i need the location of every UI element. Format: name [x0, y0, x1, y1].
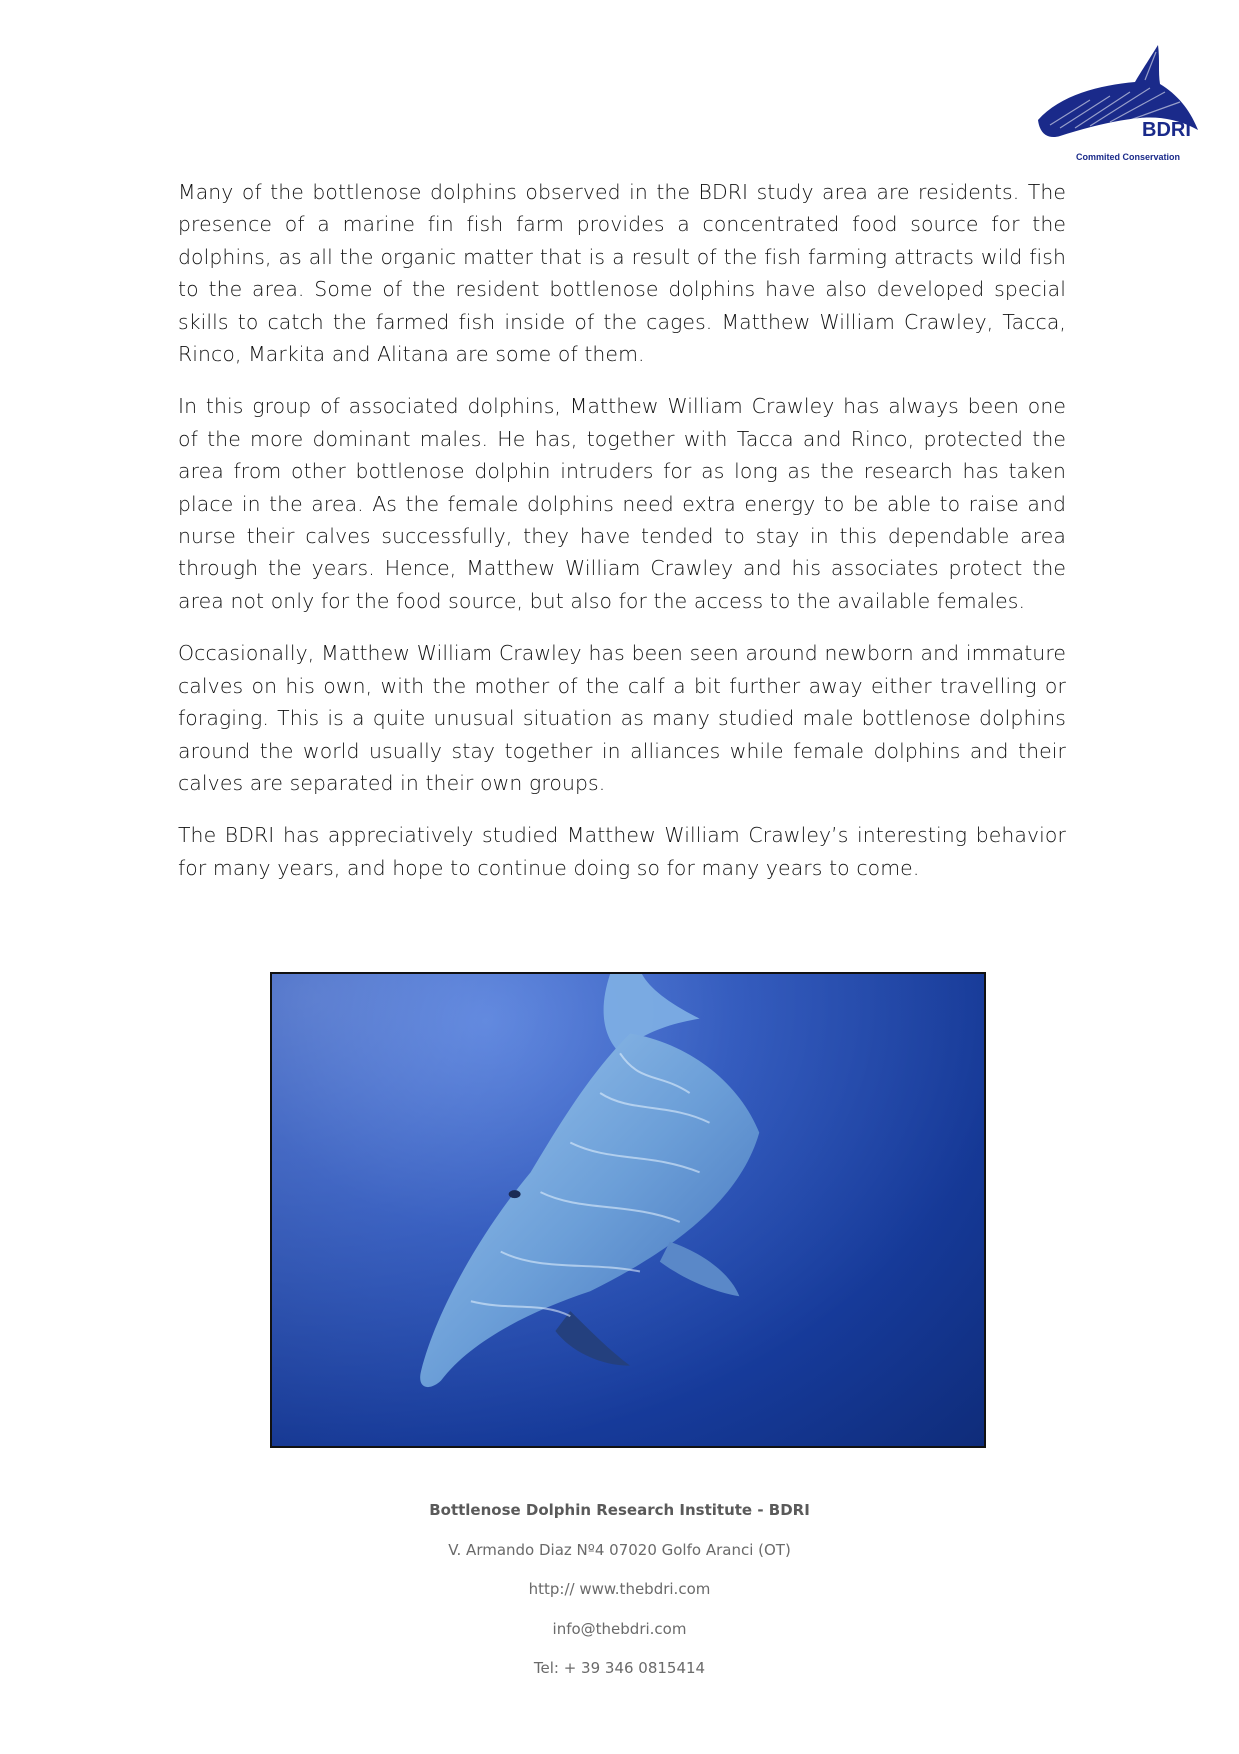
paragraph-1: Many of the bottlenose dolphins observed in the BDRI study area are residents. The presence of a marine fin fish farm provides a concentrated food source for the dolphins, as all the organic matter that is a result of the fish farming attracts wild fish to the area. Some of the resident bottlenose dolphins have also developed special skills to catch the farmed fish inside of the cages. Matthew William Crawley, Tacca, Rinco, Markita and Alitana are some of them.: [178, 180, 1066, 367]
article-body: [178, 176, 1066, 904]
logo-tagline: Commited Conservation: [1075, 152, 1180, 162]
paragraph-3: Occasionally, Matthew William Crawley has been seen around newborn and immature calves on his own, with the mother of the calf a bit further away either travelling or foraging. This is a quite unusual situation as many studied male bottlenose dolphins around the world usually stay together in alliances while female dolphins and their calves are separated in their own groups.: [178, 641, 1066, 795]
dolphin-logo-icon: [1030, 40, 1210, 170]
dolphin-image-icon: [272, 974, 984, 1446]
footer-org: Bottlenose Dolphin Research Institute - BDRI: [429, 1501, 810, 1519]
bdri-logo: [1030, 40, 1210, 170]
page-footer: [0, 1500, 1239, 1698]
footer-phone: Tel: + 39 346 0815414: [533, 1659, 706, 1677]
footer-address: V. Armando Diaz Nº4 07020 Golfo Aranci (OT): [448, 1540, 791, 1559]
paragraph-4: The BDRI has appreciatively studied Matthew William Crawley’s interesting behavior for many years, and hope to continue doing so for many years to come.: [178, 823, 1066, 880]
logo-wordmark: BDRI: [1142, 119, 1191, 141]
footer-website-link[interactable]: http:// www.thebdri.com: [528, 1580, 711, 1598]
paragraph-2: In this group of associated dolphins, Matthew William Crawley has always been one of the more dominant males. He has, together with Tacca and Rinco, protected the area from other bottlenose dolphin intruders for as long as the research has taken place in the area. As the female dolphins need extra energy to be able to raise and nurse their calves successfully, they have tended to stay in this dependable area through the years. Hence, Matthew William Crawley and his associates protect the area not only for the food source, but also for the access to the available females.: [178, 394, 1066, 613]
dolphin-photo: [270, 972, 986, 1448]
footer-email-link[interactable]: info@thebdri.com: [552, 1619, 687, 1638]
